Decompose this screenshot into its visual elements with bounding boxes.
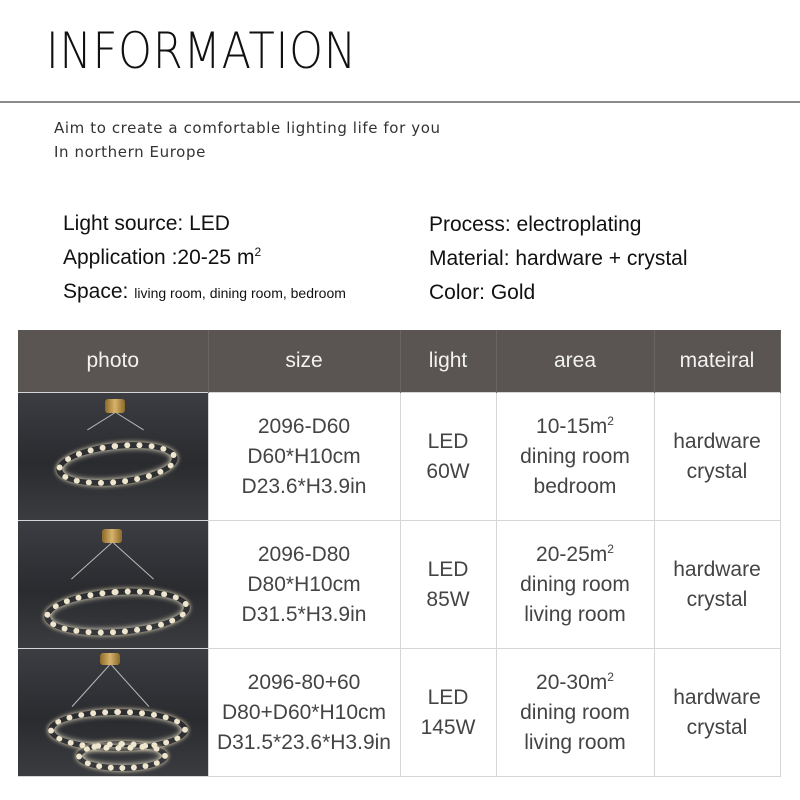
header-size: size bbox=[208, 330, 400, 393]
light-cell bbox=[400, 649, 496, 777]
size-model: 2096-D80 bbox=[257, 542, 351, 566]
photo-cell bbox=[18, 649, 208, 777]
light-type: LED bbox=[427, 429, 469, 453]
chandelier-double-ring-image bbox=[18, 649, 208, 776]
area-value: 20-30m bbox=[536, 670, 608, 694]
divider bbox=[0, 101, 800, 103]
area-sup: 2 bbox=[607, 413, 614, 428]
material-1: hardware bbox=[673, 557, 761, 581]
spec-light-source: Light source: LED bbox=[63, 212, 230, 235]
tagline-line-2: In northern Europe bbox=[54, 143, 206, 161]
light-cell bbox=[400, 393, 496, 521]
material-2: crystal bbox=[686, 587, 748, 611]
material-1: hardware bbox=[673, 429, 761, 453]
material-cell bbox=[654, 521, 780, 649]
material-2: crystal bbox=[686, 459, 748, 483]
header-light: light bbox=[400, 330, 496, 393]
light-cell bbox=[400, 521, 496, 649]
area-room-2: bedroom bbox=[533, 474, 617, 498]
spec-color: Color: Gold bbox=[429, 281, 536, 304]
area-room-1: dining room bbox=[520, 572, 630, 596]
area-sup: 2 bbox=[607, 669, 614, 684]
spec-space-label: Space: bbox=[63, 280, 129, 303]
spec-application-label: Application :20-25 m bbox=[63, 246, 255, 269]
size-in: D31.5*H3.9in bbox=[241, 602, 367, 626]
area-cell bbox=[496, 393, 654, 521]
size-cm: D80+D60*H10cm bbox=[221, 700, 386, 724]
spec-space bbox=[63, 280, 346, 304]
tagline-line-1: Aim to create a comfortable lighting life for you bbox=[54, 119, 441, 137]
size-in: D31.5*23.6*H3.9in bbox=[217, 730, 391, 754]
spec-process: Process: electroplating bbox=[429, 213, 642, 236]
chandelier-d60-image bbox=[18, 393, 208, 520]
spec-space-value: living room, dining room, bedroom bbox=[134, 285, 346, 301]
size-cell bbox=[208, 393, 400, 521]
material-cell bbox=[654, 649, 780, 777]
header-material: mateiral bbox=[654, 330, 780, 393]
photo-cell bbox=[18, 393, 208, 521]
area-room-2: living room bbox=[524, 602, 626, 626]
size-model: 2096-D60 bbox=[257, 414, 351, 438]
light-watt: 145W bbox=[420, 715, 476, 739]
light-type: LED bbox=[427, 557, 469, 581]
area-cell bbox=[496, 649, 654, 777]
area-room-2: living room bbox=[524, 730, 626, 754]
size-cm: D60*H10cm bbox=[247, 444, 361, 468]
material-2: crystal bbox=[686, 715, 748, 739]
page-title: INFORMATION bbox=[46, 22, 357, 80]
header-photo: photo bbox=[18, 330, 208, 393]
chandelier-d80-image bbox=[18, 521, 208, 648]
size-cm: D80*H10cm bbox=[247, 572, 361, 596]
table-row bbox=[18, 393, 780, 521]
light-type: LED bbox=[427, 685, 469, 709]
area-value: 20-25m bbox=[536, 542, 608, 566]
header-area: area bbox=[496, 330, 654, 393]
product-table bbox=[18, 330, 781, 777]
size-cell bbox=[208, 521, 400, 649]
area-value: 10-15m bbox=[536, 414, 608, 438]
area-sup: 2 bbox=[607, 541, 614, 556]
table-row bbox=[18, 521, 780, 649]
spec-application-sup: 2 bbox=[254, 245, 262, 259]
table-row bbox=[18, 649, 780, 777]
material-1: hardware bbox=[673, 685, 761, 709]
size-cell bbox=[208, 649, 400, 777]
size-model: 2096-80+60 bbox=[247, 670, 361, 694]
area-room-1: dining room bbox=[520, 444, 630, 468]
size-in: D23.6*H3.9in bbox=[241, 474, 367, 498]
photo-cell bbox=[18, 521, 208, 649]
area-room-1: dining room bbox=[520, 700, 630, 724]
table-header-row bbox=[18, 330, 780, 393]
spec-material: Material: hardware + crystal bbox=[429, 247, 688, 270]
spec-application bbox=[63, 245, 261, 270]
light-watt: 60W bbox=[426, 459, 470, 483]
area-cell bbox=[496, 521, 654, 649]
light-watt: 85W bbox=[426, 587, 470, 611]
material-cell bbox=[654, 393, 780, 521]
